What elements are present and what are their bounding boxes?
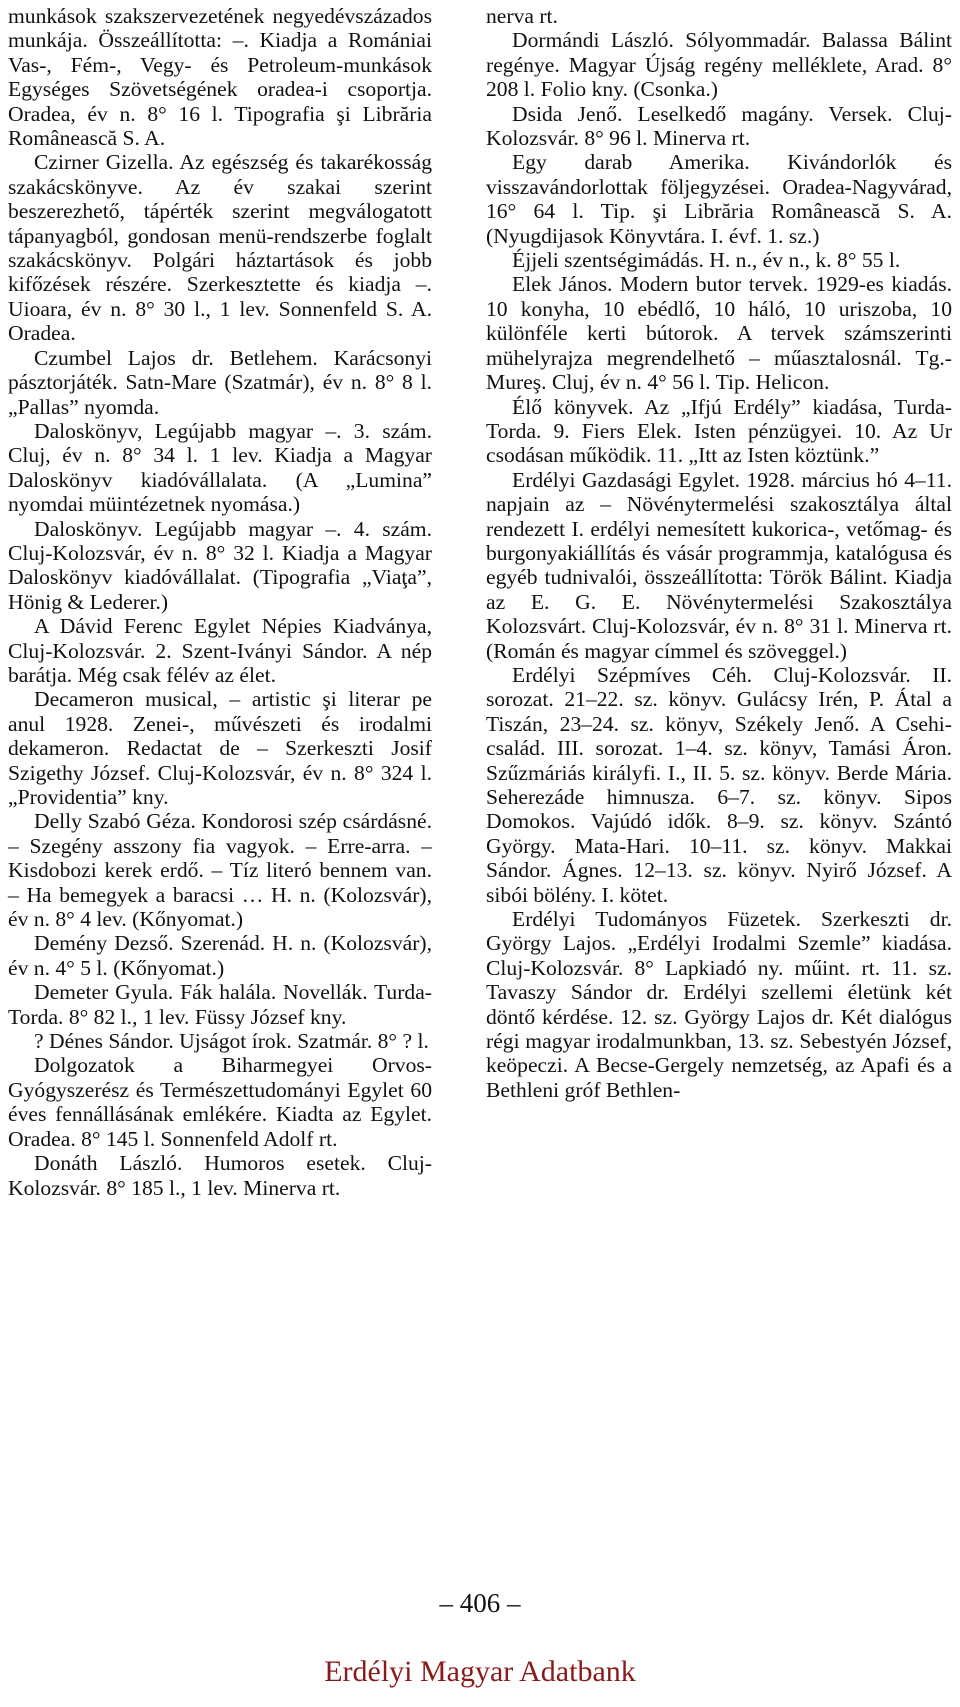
bibliography-entry: Erdélyi Szépmíves Céh. Cluj-Kolozsvár. II. sorozat. 21–22. sz. könyv. Gulácsy Irén, P. Átal a Tiszán, 23–24. sz. könyv, Székely Jenő. A Csehi-család. III. sorozat. 1–4. sz. könyv, Tamási Áron. Szűzmáriás királyfi. I., II. 5. sz. könyv. Berde Mária. Seherezáde himnusza. 6–7. sz. könyv. Sipos Domokos. Vajúdó idők. 8–9. sz. könyv. Szántó György. Mata-Hari. 10–11. sz. könyv. Makkai Sándor. Ágnes. 12–13. sz. könyv. Nyirő József. A sibói bölény. I. kötet. xyxy=(486,662,952,907)
bibliography-entry: Erdélyi Tudományos Füzetek. Szerkeszti dr. György Lajos. „Erdélyi Irodalmi Szemle” kiadása. Cluj-Kolozsvár. 8° Lapkiadó ny. műint. rt. 11. sz. Tavaszy Sándor dr. Erdélyi szellemi életünk két döntő kérdése. 12. sz. György Lajos dr. Két dialógus régi magyar irodalmunkban, 13. sz. Sebestyén József, keöpeczi. A Becse-Gergely nemzetség, az Apafi és a Bethleni gróf Bethlen- xyxy=(486,907,952,1102)
bibliography-entry: ? Dénes Sándor. Ujságot írok. Szatmár. 8° ? l. xyxy=(34,1029,429,1054)
bibliography-entry: Demény Dezső. Szerenád. H. n. (Kolozsvár), év n. 4° 5 l. (Kőnyomat.) xyxy=(8,931,432,980)
bibliography-entry: nerva rt. xyxy=(486,4,558,28)
left-column xyxy=(8,4,432,1200)
bibliography-entry: Delly Szabó Géza. Kondorosi szép csárdásné. – Szegény asszony fia vagyok. – Erre-arra. – Kisdobozi kerek erdő. – Tíz literó bennem van. – Ha bemegyek a baracsi … H. n. (Kolozsvár), év n. 8° 4 lev. (Kőnyomat.) xyxy=(8,809,432,932)
bibliography-entry: Daloskönyv. Legújabb magyar –. 4. szám. Cluj-Kolozsvár, év n. 8° 32 l. Kiadja a Magyar Daloskönyv kiadóvállalat. (Tipografia „Viaţa”, Hönig & Lederer.) xyxy=(8,516,432,614)
bibliography-entry: Éjjeli szentségimádás. H. n., év n., k. 8° 55 l. xyxy=(512,248,901,273)
bibliography-entry: Élő könyvek. Az „Ifjú Erdély” kiadása, Turda-Torda. 9. Fiers Elek. Isten pénzügyei. 10. Az Ur csodásan működik. 11. „Itt az Isten köztünk.” xyxy=(486,394,952,468)
bibliography-entry: munkások szakszervezetének negyedévszázados munkája. Összeállította: –. Kiadja a Romániai Vas-, Fém-, Vegy- és Petroleum-munkások Egységes Szövetségének oradea-i csoportja. Oradea, év n. 8° 16 l. Tipografia şi Librăria Românească S. A. xyxy=(8,4,432,151)
bibliography-entry: Dolgozatok a Biharmegyei Orvos-Gyógyszerész és Természettudományi Egylet 60 éves fennállásának emlékére. Kiadta az Egylet. Oradea. 8° 145 l. Sonnenfeld Adolf rt. xyxy=(8,1053,432,1151)
source-footer: Erdélyi Magyar Adatbank xyxy=(324,1655,636,1688)
bibliography-entry: A Dávid Ferenc Egylet Népies Kiadványa, Cluj-Kolozsvár. 2. Szent-Iványi Sándor. A nép barátja. Még csak félév az élet. xyxy=(8,614,432,687)
bibliography-entry: Daloskönyv, Legújabb magyar –. 3. szám. Cluj, év n. 8° 34 l. 1 lev. Kiadja a Magyar Daloskönyv kiadóvállalata. (A „Lumina” nyomdai müintézetnek nyomása.) xyxy=(8,418,432,517)
bibliography-entry: Egy darab Amerika. Kivándorlók és visszavándorlottak följegyzései. Oradea-Nagyvárad, 16° 64 l. Tip. şi Librăria Românească S. A. (Nyugdijasok Könyvtára. I. évf. 1. sz.) xyxy=(486,150,952,248)
page-number: – 406 – xyxy=(439,1588,521,1618)
bibliography-entry: Dormándi László. Sólyommadár. Balassa Bálint regénye. Magyar Újság regény melléklete, Arad. 8° 208 l. Folio kny. (Csonka.) xyxy=(486,28,952,102)
bibliography-entry: Decameron musical, – artistic şi literar pe anul 1928. Zenei-, művészeti és irodalmi dekameron. Redactat de – Szerkeszti Josif Szigethy József. Cluj-Kolozsvár, év n. 8° 324 l. „Providentia” kny. xyxy=(8,687,432,809)
bibliography-entry: Czumbel Lajos dr. Betlehem. Karácsonyi pásztorjáték. Satn-Mare (Szatmár), év n. 8° 8 l. „Pallas” nyomda. xyxy=(8,345,432,419)
bibliography-entry: Erdélyi Gazdasági Egylet. 1928. március hó 4–11. napjain az – Növénytermelési szakosztálya által rendezett I. erdélyi nemesített kukorica-, vetőmag- és burgonyakiállítás és vásár programmja, katalógusa és egyéb tudnivalói, összeállította: Török Bálint. Kiadja az E. G. E. Növénytermelési Szakosztálya Kolozsvárt. Cluj-Kolozsvár, év n. 8° 31 l. Minerva rt. (Román és magyar címmel és szöveggel.) xyxy=(486,467,952,663)
bibliography-entry: Dsida Jenő. Leselkedő magány. Versek. Cluj-Kolozsvár. 8° 96 l. Minerva rt. xyxy=(486,101,952,151)
bibliography-entry: Donáth László. Humoros esetek. Cluj-Kolozsvár. 8° 185 l., 1 lev. Minerva rt. xyxy=(8,1151,432,1200)
bibliography-entry: Czirner Gizella. Az egészség és takarékosság szakácskönyve. Az év szakai szerint beszerezhető, tápérték szerint megválogatott tápanyagból, gondosan menü-rendszerbe foglalt szakácskönyv. Polgári háztartások és jobb kifőzések részére. Szerkesztette és kiadja –. Uioara, év n. 8° 30 l., 1 lev. Sonnenfeld S. A. Oradea. xyxy=(8,150,432,346)
bibliography-entry: Demeter Gyula. Fák halála. Novellák. Turda-Torda. 8° 82 l., 1 lev. Füssy József kny. xyxy=(8,980,432,1029)
bibliography-entry: Elek János. Modern butor tervek. 1929-es kiadás. 10 konyha, 10 ebédlő, 10 háló, 10 uriszoba, 10 különféle kerti bútorok. A tervek számszerinti mühelyrajza megrendelhető – műasztalosnál. Tg.-Mureş. Cluj, év n. 4° 56 l. Tip. Helicon. xyxy=(486,272,952,395)
right-column xyxy=(486,4,952,1102)
